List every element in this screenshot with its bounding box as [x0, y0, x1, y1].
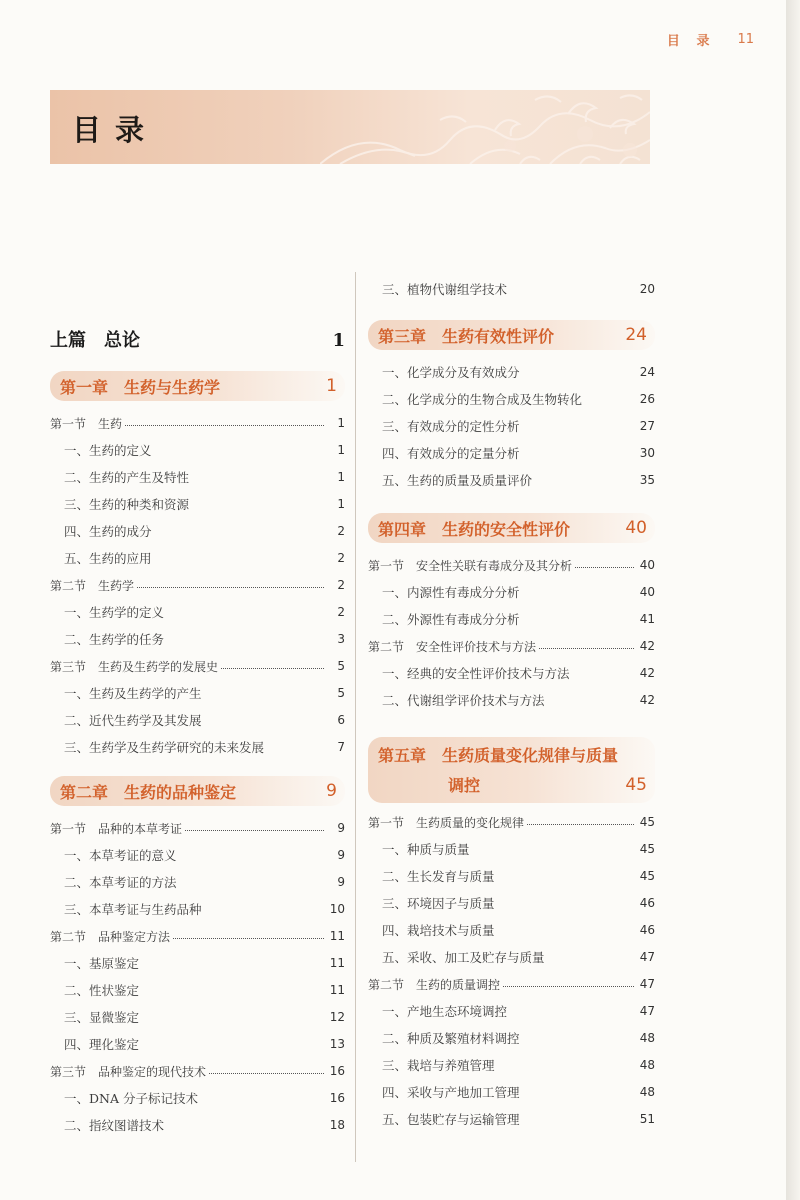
- section-entry: [50, 1061, 345, 1081]
- chapter-page-number: 1: [326, 376, 337, 396]
- item-page-number: 42: [639, 666, 655, 680]
- section-title: 第二节 安全性评价技术与方法: [368, 639, 537, 654]
- item-page-number: 40: [639, 585, 655, 599]
- toc-item: [368, 839, 655, 859]
- dot-leader: [209, 1073, 324, 1074]
- item-title: 四、有效成分的定量分析: [382, 446, 520, 461]
- chapter-heading: [368, 737, 655, 803]
- item-page-number: 7: [337, 740, 345, 754]
- item-title: 一、生药及生药学的产生: [64, 686, 202, 701]
- toc-item: [368, 1082, 655, 1102]
- item-page-number: 3: [337, 632, 345, 646]
- item-page-number: 11: [329, 929, 345, 943]
- item-title: 三、环境因子与质量: [382, 896, 495, 911]
- toc-item: [50, 1007, 345, 1027]
- item-title: 五、包装贮存与运输管理: [382, 1112, 520, 1127]
- item-title: 四、采收与产地加工管理: [382, 1085, 520, 1100]
- item-title: 三、植物代谢组学技术: [382, 282, 508, 297]
- item-page-number: 45: [639, 869, 655, 883]
- section-entry: [50, 413, 345, 433]
- chapter-title: 第五章 生药质量变化规律与质量: [378, 746, 619, 765]
- item-title: 一、本草考证的意义: [64, 848, 177, 863]
- item-title: 二、生长发育与质量: [382, 869, 495, 884]
- item-title: 一、基原鉴定: [64, 956, 140, 971]
- chapter-title: 第三章 生药有效性评价: [378, 326, 555, 346]
- running-head: [667, 30, 754, 49]
- item-title: 二、性状鉴定: [64, 983, 140, 998]
- dot-leader: [221, 668, 324, 669]
- item-page-number: 30: [639, 446, 655, 460]
- toc-item: [50, 494, 345, 514]
- toc-item: [368, 893, 655, 913]
- toc-item: [368, 1109, 655, 1129]
- column-divider: [355, 272, 356, 1162]
- toc-item: [368, 470, 655, 490]
- item-page-number: 35: [639, 473, 655, 487]
- dot-leader: [125, 425, 324, 426]
- section-entry: [368, 812, 655, 832]
- item-page-number: 5: [337, 686, 345, 700]
- item-title: 一、化学成分及有效成分: [382, 365, 520, 380]
- dot-leader: [185, 830, 324, 831]
- item-title: 二、近代生药学及其发展: [64, 713, 202, 728]
- toc-item: [368, 947, 655, 967]
- running-head-title: 目 录: [666, 34, 716, 49]
- item-page-number: 6: [337, 713, 345, 727]
- item-title: 五、生药的应用: [64, 551, 152, 566]
- item-page-number: 42: [639, 639, 655, 653]
- item-title: 一、生药学的定义: [64, 605, 165, 620]
- toc-item: [50, 1034, 345, 1054]
- item-title: 五、采收、加工及贮存与质量: [382, 950, 545, 965]
- item-title: 一、产地生态环境调控: [382, 1004, 508, 1019]
- chapter-heading: [368, 320, 655, 350]
- item-page-number: 12: [329, 1010, 345, 1024]
- section-entry: [368, 636, 655, 656]
- item-title: 一、经典的安全性评价技术与方法: [382, 666, 570, 681]
- toc-item: [50, 953, 345, 973]
- item-title: 三、生药学及生药学研究的未来发展: [64, 740, 265, 755]
- book-spine-shadow: [786, 0, 800, 1200]
- item-page-number: 48: [639, 1031, 655, 1045]
- section-title: 第二节 生药的质量调控: [368, 977, 501, 992]
- item-title: 二、代谢组学评价技术与方法: [382, 693, 545, 708]
- toc-item: [50, 602, 345, 622]
- item-title: 二、指纹图谱技术: [64, 1118, 165, 1133]
- item-page-number: 46: [639, 896, 655, 910]
- item-title: 二、化学成分的生物合成及生物转化: [382, 392, 583, 407]
- toc-item: [368, 866, 655, 886]
- item-page-number: 9: [337, 848, 345, 862]
- part-title: 上篇 总论: [50, 330, 140, 351]
- item-page-number: 1: [337, 497, 345, 511]
- item-page-number: 47: [639, 977, 655, 991]
- wave-pattern-icon: [320, 90, 650, 164]
- toc-item: [50, 1088, 345, 1108]
- chapter-page-number: 40: [625, 518, 647, 538]
- section-title: 第二节 生药学: [50, 578, 135, 593]
- section-title: 第一节 品种的本草考证: [50, 821, 183, 836]
- chapter-page-number: 9: [326, 781, 337, 801]
- item-page-number: 24: [639, 365, 655, 379]
- item-page-number: 16: [329, 1064, 345, 1078]
- item-title: 三、有效成分的定性分析: [382, 419, 520, 434]
- item-title: 四、理化鉴定: [64, 1037, 140, 1052]
- chapter-page-number: 45: [625, 775, 647, 795]
- item-page-number: 45: [639, 815, 655, 829]
- item-page-number: 41: [639, 612, 655, 626]
- item-title: 一、种质与质量: [382, 842, 470, 857]
- dot-leader: [527, 824, 634, 825]
- item-page-number: 18: [329, 1118, 345, 1132]
- item-title: 三、本草考证与生药品种: [64, 902, 202, 917]
- item-page-number: 20: [639, 282, 655, 296]
- item-title: 二、外源性有毒成分分析: [382, 612, 520, 627]
- section-entry: [50, 818, 345, 838]
- section-title: 第三节 品种鉴定的现代技术: [50, 1064, 207, 1079]
- item-title: 二、种质及繁殖材料调控: [382, 1031, 520, 1046]
- toc-item: [368, 609, 655, 629]
- item-page-number: 9: [337, 875, 345, 889]
- chapter-title-block: [378, 743, 647, 803]
- item-title: 二、本草考证的方法: [64, 875, 177, 890]
- item-title: 四、生药的成分: [64, 524, 152, 539]
- toc-item: [50, 521, 345, 541]
- item-page-number: 13: [329, 1037, 345, 1051]
- section-title: 第二节 品种鉴定方法: [50, 929, 171, 944]
- title-banner: [50, 90, 650, 164]
- dot-leader: [137, 587, 324, 588]
- toc-item: [50, 629, 345, 649]
- item-page-number: 9: [337, 821, 345, 835]
- page-number: 11: [737, 32, 754, 47]
- toc-item: [368, 443, 655, 463]
- item-page-number: 2: [337, 578, 345, 592]
- toc-item: [368, 582, 655, 602]
- toc-item: [50, 872, 345, 892]
- item-page-number: 51: [639, 1112, 655, 1126]
- item-page-number: 42: [639, 693, 655, 707]
- page-title: 目录: [72, 113, 159, 147]
- item-title: 三、显微鉴定: [64, 1010, 140, 1025]
- toc-item: [368, 362, 655, 382]
- item-title: 二、生药学的任务: [64, 632, 165, 647]
- item-page-number: 10: [329, 902, 345, 916]
- item-page-number: 46: [639, 923, 655, 937]
- toc-item: [368, 389, 655, 409]
- item-page-number: 2: [337, 551, 345, 565]
- item-page-number: 40: [639, 558, 655, 572]
- item-page-number: 47: [639, 1004, 655, 1018]
- item-title: 三、生药的种类和资源: [64, 497, 190, 512]
- item-page-number: 2: [337, 524, 345, 538]
- toc-item: [50, 737, 345, 757]
- item-page-number: 5: [337, 659, 345, 673]
- item-title: 三、栽培与养殖管理: [382, 1058, 495, 1073]
- item-page-number: 11: [329, 956, 345, 970]
- chapter-heading: [368, 513, 655, 543]
- section-title: 第三节 生药及生药学的发展史: [50, 659, 219, 674]
- item-title: 四、栽培技术与质量: [382, 923, 495, 938]
- toc-item: [50, 899, 345, 919]
- item-title: 一、DNA 分子标记技术: [64, 1091, 198, 1106]
- section-title: 第一节 生药质量的变化规律: [368, 815, 525, 830]
- toc-item: [368, 920, 655, 940]
- toc-item: [50, 548, 345, 568]
- part-page-number: 1: [332, 330, 345, 351]
- toc-item: [50, 845, 345, 865]
- toc-item: [50, 467, 345, 487]
- item-page-number: 1: [337, 416, 345, 430]
- section-entry: [368, 555, 655, 575]
- item-page-number: 1: [337, 470, 345, 484]
- item-page-number: 27: [639, 419, 655, 433]
- dot-leader: [173, 938, 324, 939]
- section-title: 第一节 安全性关联有毒成分及其分析: [368, 558, 573, 573]
- toc-item: [50, 440, 345, 460]
- dot-leader: [575, 567, 634, 568]
- item-page-number: 26: [639, 392, 655, 406]
- chapter-title: 第二章 生药的品种鉴定: [60, 782, 237, 802]
- toc-item: [368, 1028, 655, 1048]
- chapter-heading: [50, 776, 345, 806]
- toc-item: [368, 1001, 655, 1021]
- dot-leader: [503, 986, 634, 987]
- toc-item: [368, 416, 655, 436]
- section-entry: [50, 656, 345, 676]
- chapter-title-continued: 调控: [448, 776, 481, 795]
- item-page-number: 48: [639, 1058, 655, 1072]
- toc-item: [50, 683, 345, 703]
- chapter-heading: [50, 371, 345, 401]
- part-heading: [50, 326, 345, 352]
- dot-leader: [539, 648, 634, 649]
- toc-item: [368, 279, 655, 299]
- item-page-number: 16: [329, 1091, 345, 1105]
- toc-item: [368, 663, 655, 683]
- item-title: 一、内源性有毒成分分析: [382, 585, 520, 600]
- item-page-number: 1: [337, 443, 345, 457]
- section-entry: [50, 926, 345, 946]
- item-page-number: 48: [639, 1085, 655, 1099]
- section-entry: [368, 974, 655, 994]
- section-title: 第一节 生药: [50, 416, 123, 431]
- chapter-title: 第四章 生药的安全性评价: [378, 519, 571, 539]
- item-page-number: 45: [639, 842, 655, 856]
- item-page-number: 11: [329, 983, 345, 997]
- toc-item: [50, 980, 345, 1000]
- toc-item: [50, 1115, 345, 1135]
- item-page-number: 2: [337, 605, 345, 619]
- toc-item: [50, 710, 345, 730]
- chapter-page-number: 24: [625, 325, 647, 345]
- chapter-title: 第一章 生药与生药学: [60, 377, 221, 397]
- item-page-number: 47: [639, 950, 655, 964]
- item-title: 一、生药的定义: [64, 443, 152, 458]
- item-title: 五、生药的质量及质量评价: [382, 473, 533, 488]
- section-entry: [50, 575, 345, 595]
- toc-item: [368, 1055, 655, 1075]
- item-title: 二、生药的产生及特性: [64, 470, 190, 485]
- toc-item: [368, 690, 655, 710]
